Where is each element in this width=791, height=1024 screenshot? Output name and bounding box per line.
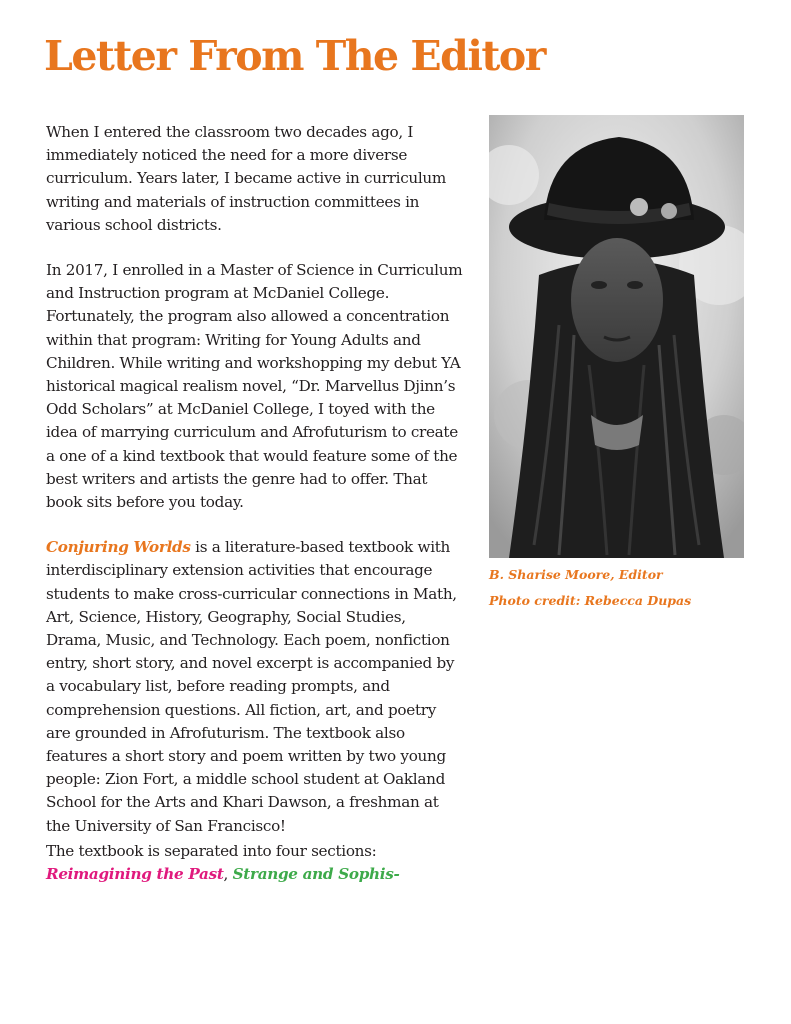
paragraph-conjuring-worlds-text: is a literature-based textbook with interdisciplinary extension activities that encourage students to make cross-curricular connections in Math, Art, Science, History, Geography, Social Studies, Drama, Music, and Technology. Each poem, nonfiction entry, short story, and novel excerpt is accompanied by a vocabulary list, before reading prompts, and comprehension questions. All fiction, art, and poetry are grounded in Afrofuturism. The textbook also features a short story and poem written by two young people: Zion Fort, a middle school student at Oakland School for the Arts and Khari Dawson, a freshman at the University of San Francisco! (46, 538, 457, 835)
editor-portrait-image (489, 115, 744, 558)
paragraph-conjuring-worlds (46, 536, 464, 838)
caption-photo-credit: Photo credit: Rebecca Dupas (489, 593, 692, 608)
paragraph-intro: When I entered the classroom two decades ago, I immediately noticed the need for a more diverse curriculum. Years later, I became active in curriculum writing and materials of instruction committees in various school districts. (46, 123, 447, 234)
sections-intro: The textbook is separated into four sections: (46, 841, 377, 860)
book-title: Conjuring Worlds (46, 538, 191, 557)
editor-photo (489, 115, 744, 558)
section-reimagining-the-past: Reimagining the Past (46, 865, 224, 884)
sections-separator: , (223, 865, 233, 884)
article-body (46, 121, 464, 886)
photo-caption (489, 562, 769, 614)
paragraph-program: In 2017, I enrolled in a Master of Science in Curriculum and Instruction program at McDaniel College. Fortunately, the program also allowed a concentration within that program: Writing for Young Adults and Children. While writing and workshopping my debut YA historical magical realism novel, “Dr. Marvellus Djinn’s Odd Scholars” at McDaniel College, I toyed with the idea of marrying curriculum and Afrofuturism to create a one of a kind textbook that would feature some of the best writers and artists the genre had to offer. That book sits before you today. (46, 261, 463, 512)
paragraph-sections (46, 840, 464, 886)
page-title: Letter From The Editor (44, 32, 545, 80)
caption-editor-name: B. Sharise Moore, Editor (489, 567, 663, 582)
section-strange-and-sophisticated: Strange and Sophis- (232, 865, 400, 884)
